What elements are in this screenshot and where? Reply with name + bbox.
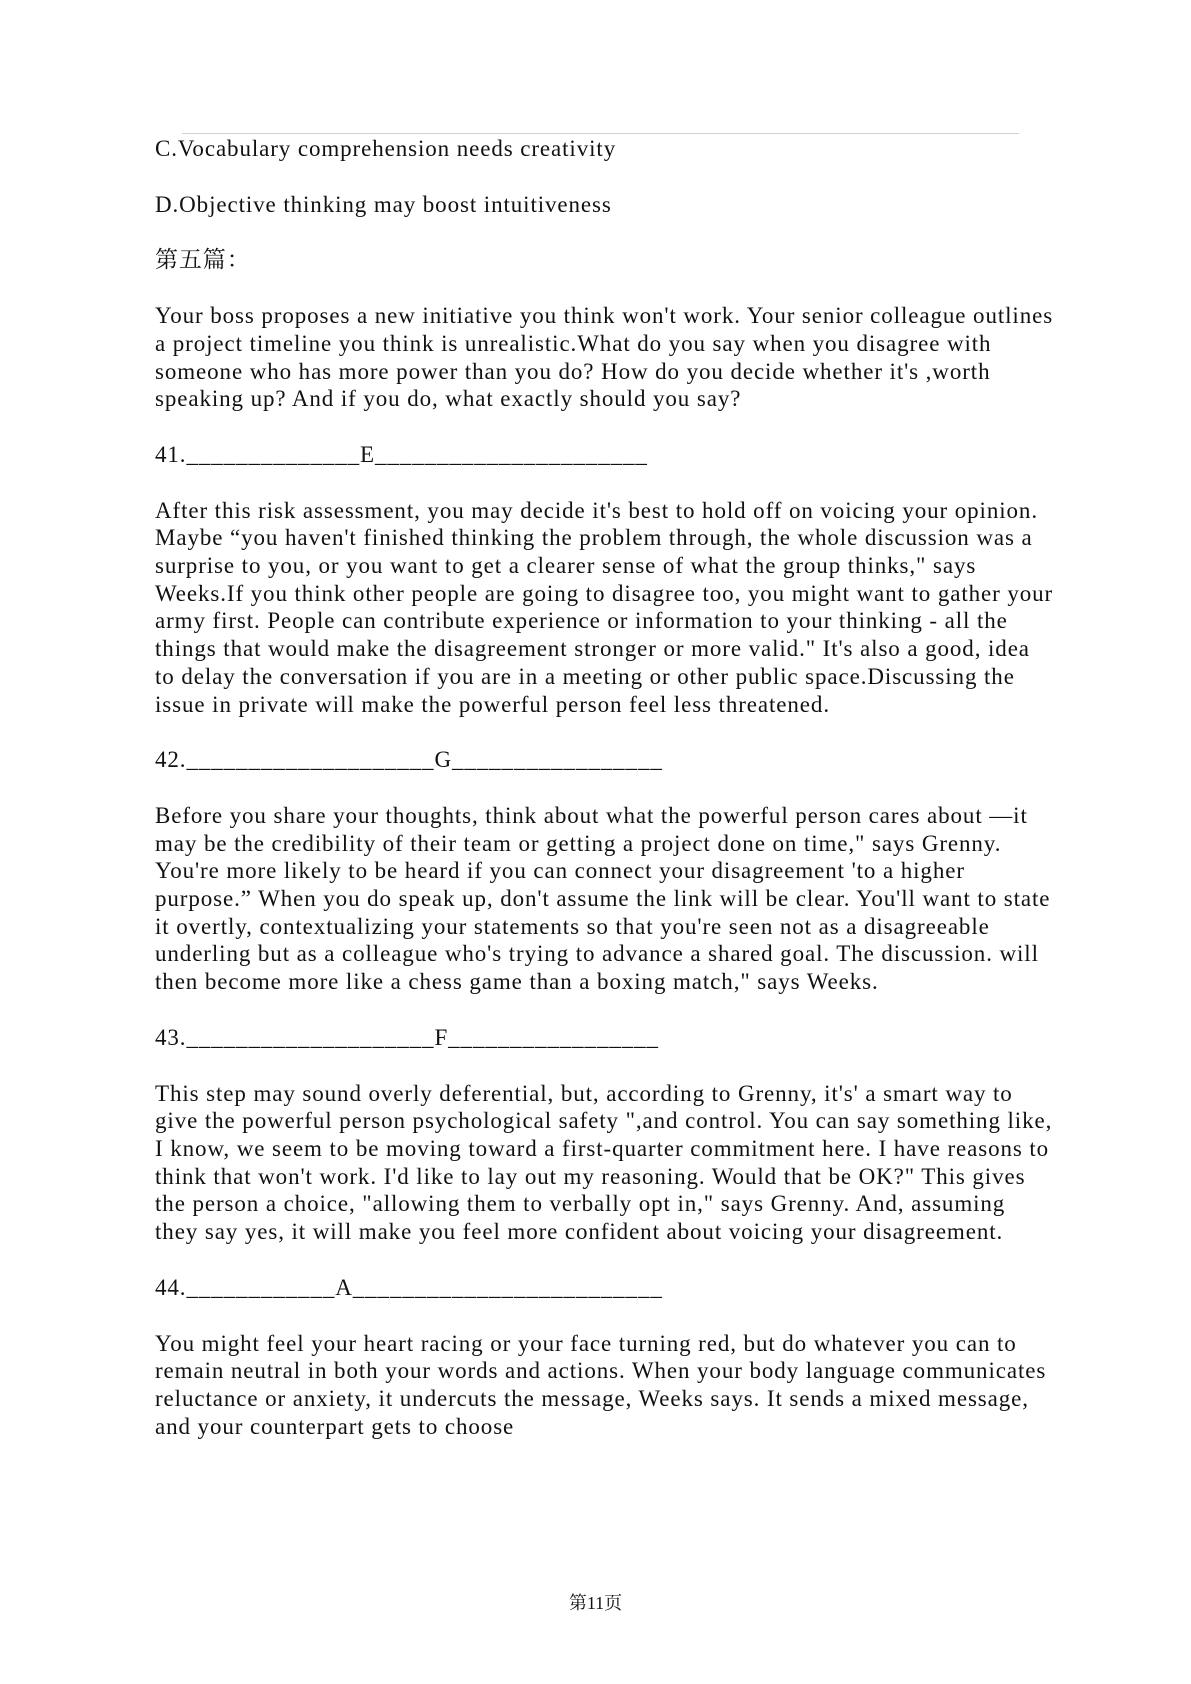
blank-44: 44.____________A_________________________ [155, 1274, 663, 1300]
page-content [155, 135, 1055, 1468]
paragraph-43: This step may sound overly deferential, but, according to Grenny, it's' a smart way to give the powerful person psychological safety ",and control. You can say something like, I know, we seem to be moving toward a first-quarter commitment here. I have reasons to think that won't work. I'd like to lay out my reasoning. Would that be OK?" This gives the person a choice, "allowing them to verbally opt in," says Grenny. And, assuming they say yes, it will make you feel more confident about voicing your disagreement. [155, 1080, 1053, 1245]
page-number: 第11页 [568, 1593, 623, 1613]
paragraph-44: You might feel your heart racing or your face turning red, but do whatever you can to remain neutral in both your words and actions. When your body language communicates reluctance or anxiety, it undercuts the message, Weeks says. It sends a mixed message, and your counterpart gets to choose [155, 1330, 1047, 1439]
header-divider [182, 133, 1019, 134]
option-c: C.Vocabulary comprehension needs creativity [155, 136, 617, 161]
section-title: 第五篇： [155, 247, 251, 273]
option-d: D.Objective thinking may boost intuitiveness [155, 191, 612, 217]
blank-42: 42.____________________G_________________ [155, 747, 663, 773]
blank-41: 41.______________E______________________ [155, 441, 648, 467]
paragraph-42: Before you share your thoughts, think about what the powerful person cares about —it may be the credibility of their team or getting a project done on time," says Grenny. You're more likely to be heard if you can connect your disagreement 'to a higher purpose.” When you do speak up, don't assume the link will be clear. You'll want to state it overtly, contextualizing your statements so that you're seen not as a disagreeable underling but as a colleague who's trying to advance a shared goal. The discussion. will then become more like a chess game than a boxing match," says Weeks. [155, 802, 1051, 995]
blank-43: 43.____________________F_________________ [155, 1024, 659, 1050]
paragraph-intro: Your boss proposes a new initiative you think won't work. Your senior colleague outlines a project timeline you think is unrealistic.What do you say when you disagree with someone who has more power than you do? How do you decide whether it's ,worth speaking up? And if you do, what exactly should you say? [155, 303, 1054, 412]
paragraph-41: After this risk assessment, you may decide it's best to hold off on voicing your opinion. Maybe “you haven't finished thinking the problem through, the whole discussion was a surprise to you, or you want to get a clearer sense of what the group thinks," says Weeks.If you think other people are going to disagree too, you might want to gather your army first. People can contribute experience or information to your thinking - all the things that would make the disagreement stronger or more valid." It's also a good, idea to delay the conversation if you are in a meeting or other public space.Discussing the issue in private will make the powerful person feel less threatened. [155, 497, 1054, 717]
